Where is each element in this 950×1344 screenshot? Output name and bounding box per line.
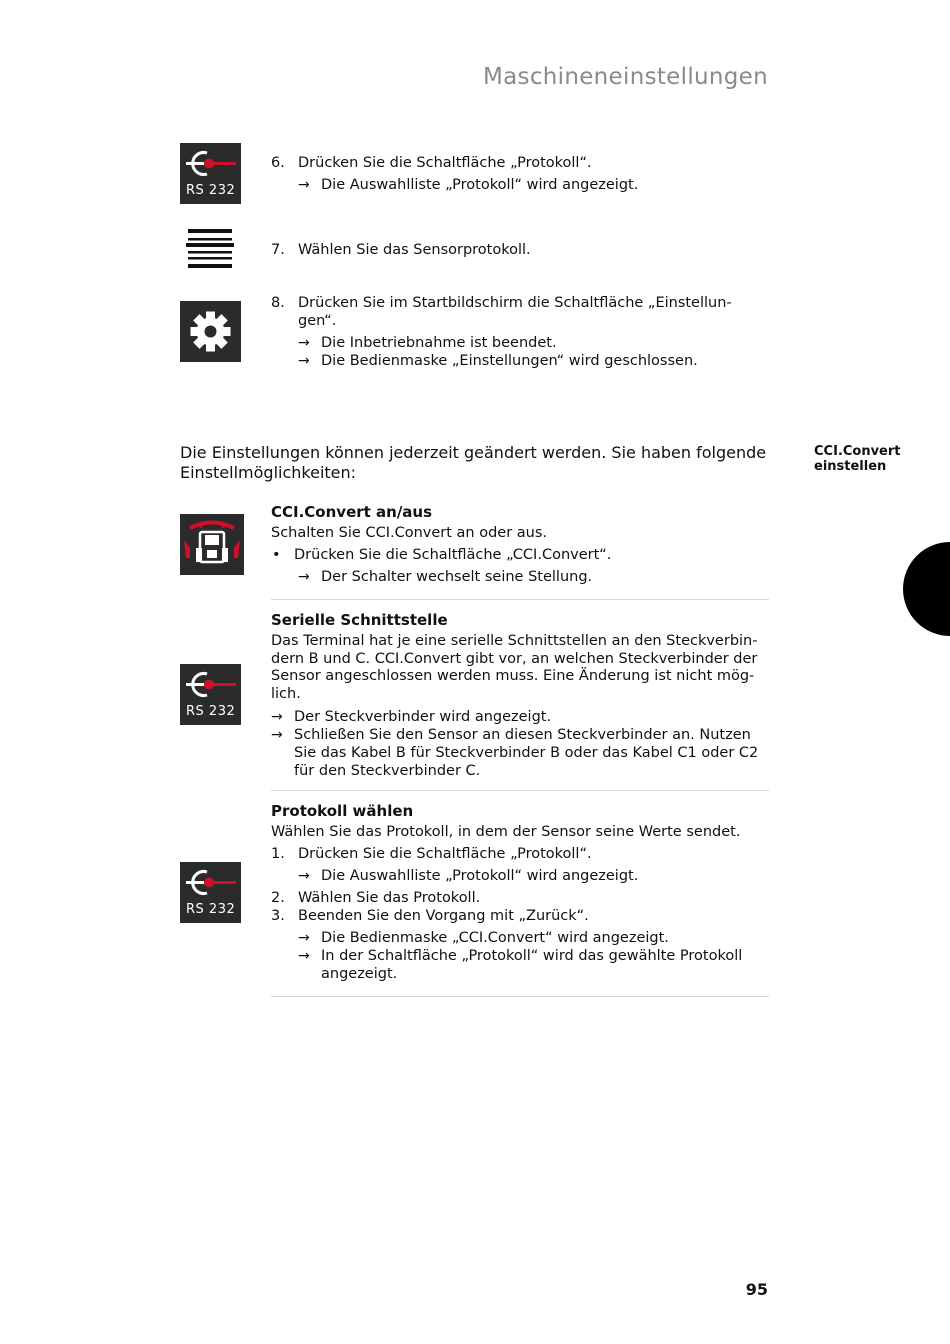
section-divider xyxy=(271,790,769,791)
arrow-icon: → xyxy=(298,868,310,884)
protocol-step-2: 2. Wählen Sie das Protokoll. xyxy=(271,890,481,906)
rs232-label: RS 232 xyxy=(186,902,236,917)
step-result: → Die Auswahlliste „Protokoll“ wird angezeigt. xyxy=(298,868,639,884)
arrow-icon: → xyxy=(298,353,310,369)
step-7 xyxy=(271,241,771,259)
margin-note: CCI.Convert einstellen xyxy=(814,444,901,474)
step-result: → Schließen Sie den Sensor an diesen Steckverbinder an. Nutzen Sie das Kabel B für Steckverbinder B oder das Kabel C1 oder C2 für den Steckverbinder C. xyxy=(271,727,759,779)
step-result: → Die Inbetriebnahme ist beendet. xyxy=(298,335,557,351)
section-divider xyxy=(271,599,769,600)
protocol-step-3: 3. Beenden Sie den Vorgang mit „Zurück“. xyxy=(271,908,589,924)
step-6 xyxy=(271,154,771,194)
step-text: Drücken Sie im Startbildschirm die Schaltfläche „Einstellun- gen“. xyxy=(298,295,732,329)
step-text: Drücken Sie die Schaltfläche „Protokoll“. xyxy=(298,155,592,171)
step-number: 7. xyxy=(271,242,285,258)
chapter-thumb-tab xyxy=(903,542,950,636)
arrow-icon: → xyxy=(271,709,283,725)
section-title: CCI.Convert an/aus xyxy=(271,503,433,521)
arrow-icon: → xyxy=(298,948,310,964)
arrow-icon: → xyxy=(298,335,310,351)
step-result: → Der Steckverbinder wird angezeigt. xyxy=(271,709,552,725)
arrow-icon: → xyxy=(298,930,310,946)
section-cci-convert xyxy=(271,502,769,586)
intro-paragraph: Die Einstellungen können jederzeit geändert werden. Sie haben folgende Einstellmöglichkeiten: xyxy=(180,443,767,482)
section-text: Das Terminal hat je eine serielle Schnittstellen an den Steckverbin- dern B und C. CCI.Convert gibt vor, an welchen Steckverbinder der Sensor angeschlossen werden muss. Eine Änderung ist nicht mög- lich. xyxy=(271,633,758,702)
section-title: Serielle Schnittstelle xyxy=(271,611,448,629)
step-text: Wählen Sie das Sensorprotokoll. xyxy=(298,242,531,258)
rs232-label: RS 232 xyxy=(186,183,236,198)
arrow-icon: → xyxy=(298,177,310,193)
step-result: → Der Schalter wechselt seine Stellung. xyxy=(298,569,593,585)
page-header-title: Maschineneinstellungen xyxy=(483,64,768,90)
step-8 xyxy=(271,294,771,370)
bullet-item: • Drücken Sie die Schaltfläche „CCI.Convert“. xyxy=(272,547,612,563)
list-icon xyxy=(186,229,234,269)
gear-icon xyxy=(180,301,241,362)
step-result: → Die Bedienmaske „Einstellungen“ wird geschlossen. xyxy=(298,353,698,369)
section-text: Schalten Sie CCI.Convert an oder aus. xyxy=(271,525,548,541)
step-result: → Die Auswahlliste „Protokoll“ wird angezeigt. xyxy=(298,177,639,193)
rs232-label: RS 232 xyxy=(186,704,236,719)
arrow-icon: → xyxy=(271,727,283,743)
step-result: → In der Schaltfläche „Protokoll“ wird das gewählte Protokoll angezeigt. xyxy=(298,948,743,982)
page-number: 95 xyxy=(745,1280,768,1299)
section-divider xyxy=(271,996,769,997)
section-serial-interface xyxy=(271,610,769,780)
step-result: → Die Bedienmaske „CCI.Convert“ wird angezeigt. xyxy=(298,930,669,946)
section-text: Wählen Sie das Protokoll, in dem der Sensor seine Werte sendet. xyxy=(271,824,741,840)
section-title: Protokoll wählen xyxy=(271,802,414,820)
section-protocol xyxy=(271,801,769,983)
rs232-icon xyxy=(180,862,241,923)
step-number: 8. xyxy=(271,295,285,311)
bullet-icon: • xyxy=(272,547,281,563)
protocol-step-1: 1. Drücken Sie die Schaltfläche „Protokoll“. xyxy=(271,846,592,862)
rs232-icon xyxy=(180,664,241,725)
cci-convert-icon xyxy=(180,514,244,575)
rs232-icon xyxy=(180,143,241,204)
arrow-icon: → xyxy=(298,569,310,585)
step-number: 6. xyxy=(271,155,285,171)
